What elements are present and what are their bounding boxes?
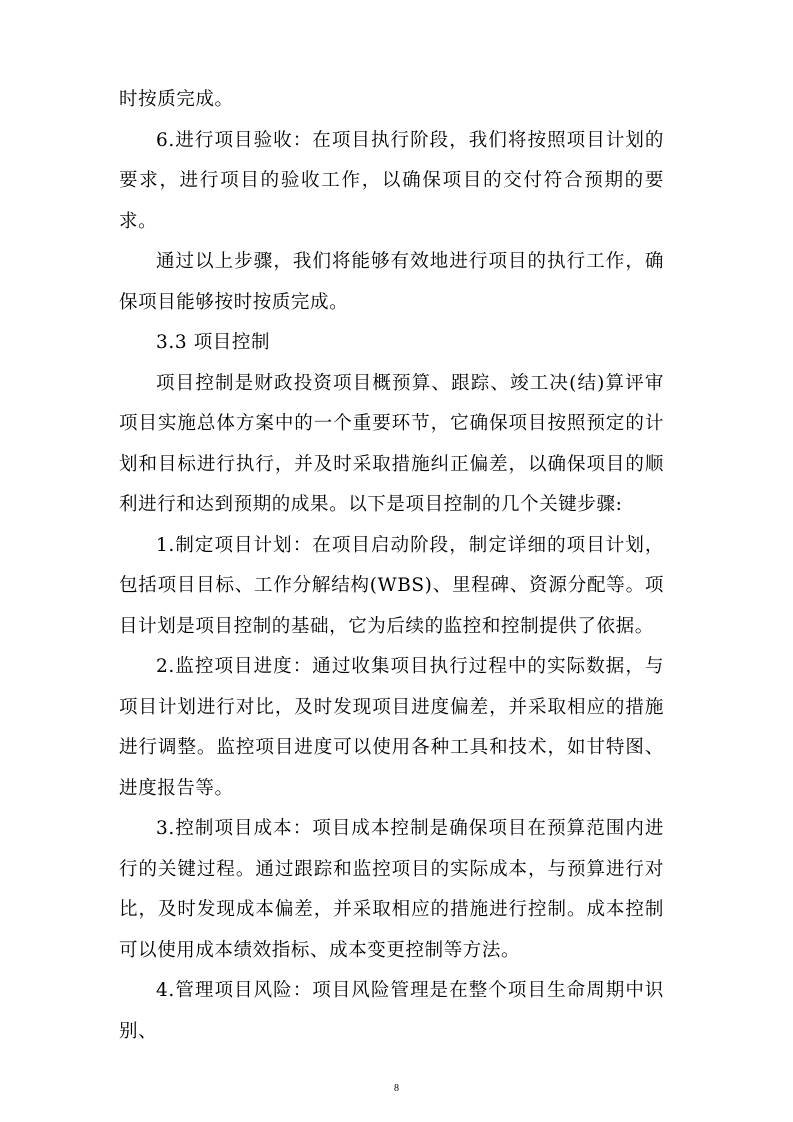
body-text — [119, 80, 664, 1052]
paragraph-step-1-plan: 1.制定项目计划：在项目启动阶段，制定详细的项目计划，包括项目目标、工作分解结构(WBS)、里程碑、资源分配等。项目计划是项目控制的基础，它为后续的监控和控制提供了依据。 — [119, 534, 664, 637]
paragraph-project-control-intro: 项目控制是财政投资项目概预算、跟踪、竣工决(结)算评审项目实施总体方案中的一个重要环节，它确保项目按照预定的计划和目标进行执行，并及时采取措施纠正偏差，以确保项目的顺利进行和达到预期的成果。以下是项目控制的几个关键步骤: — [119, 372, 664, 515]
paragraph-execution-summary: 通过以上步骤，我们将能够有效地进行项目的执行工作，确保项目能够按时按质完成。 — [119, 251, 664, 313]
paragraph-step-3-cost: 3.控制项目成本：项目成本控制是确保项目在预算范围内进行的关键过程。通过跟踪和监控项目的实际成本，与预算进行对比，及时发现成本偏差，并采取相应的措施进行控制。成本控制可以使用成本绩效指标、成本变更控制等方法。 — [119, 818, 664, 961]
paragraph-step-6-acceptance: 6.进行项目验收：在项目执行阶段，我们将按照项目计划的要求，进行项目的验收工作，以确保项目的交付符合预期的要求。 — [119, 129, 664, 232]
paragraph-continuation: 时按质完成。 — [119, 89, 234, 110]
page-number: 8 — [394, 1083, 399, 1094]
section-heading-project-control: 3.3 项目控制 — [156, 332, 271, 353]
paragraph-step-4-risk: 4.管理项目风险：项目风险管理是在整个项目生命周期中识别、 — [119, 980, 664, 1042]
paragraph-step-2-schedule: 2.监控项目进度：通过收集项目执行过程中的实际数据，与项目计划进行对比，及时发现项目进度偏差，并采取相应的措施进行调整。监控项目进度可以使用各种工具和技术，如甘特图、进度报告等。 — [119, 656, 664, 799]
